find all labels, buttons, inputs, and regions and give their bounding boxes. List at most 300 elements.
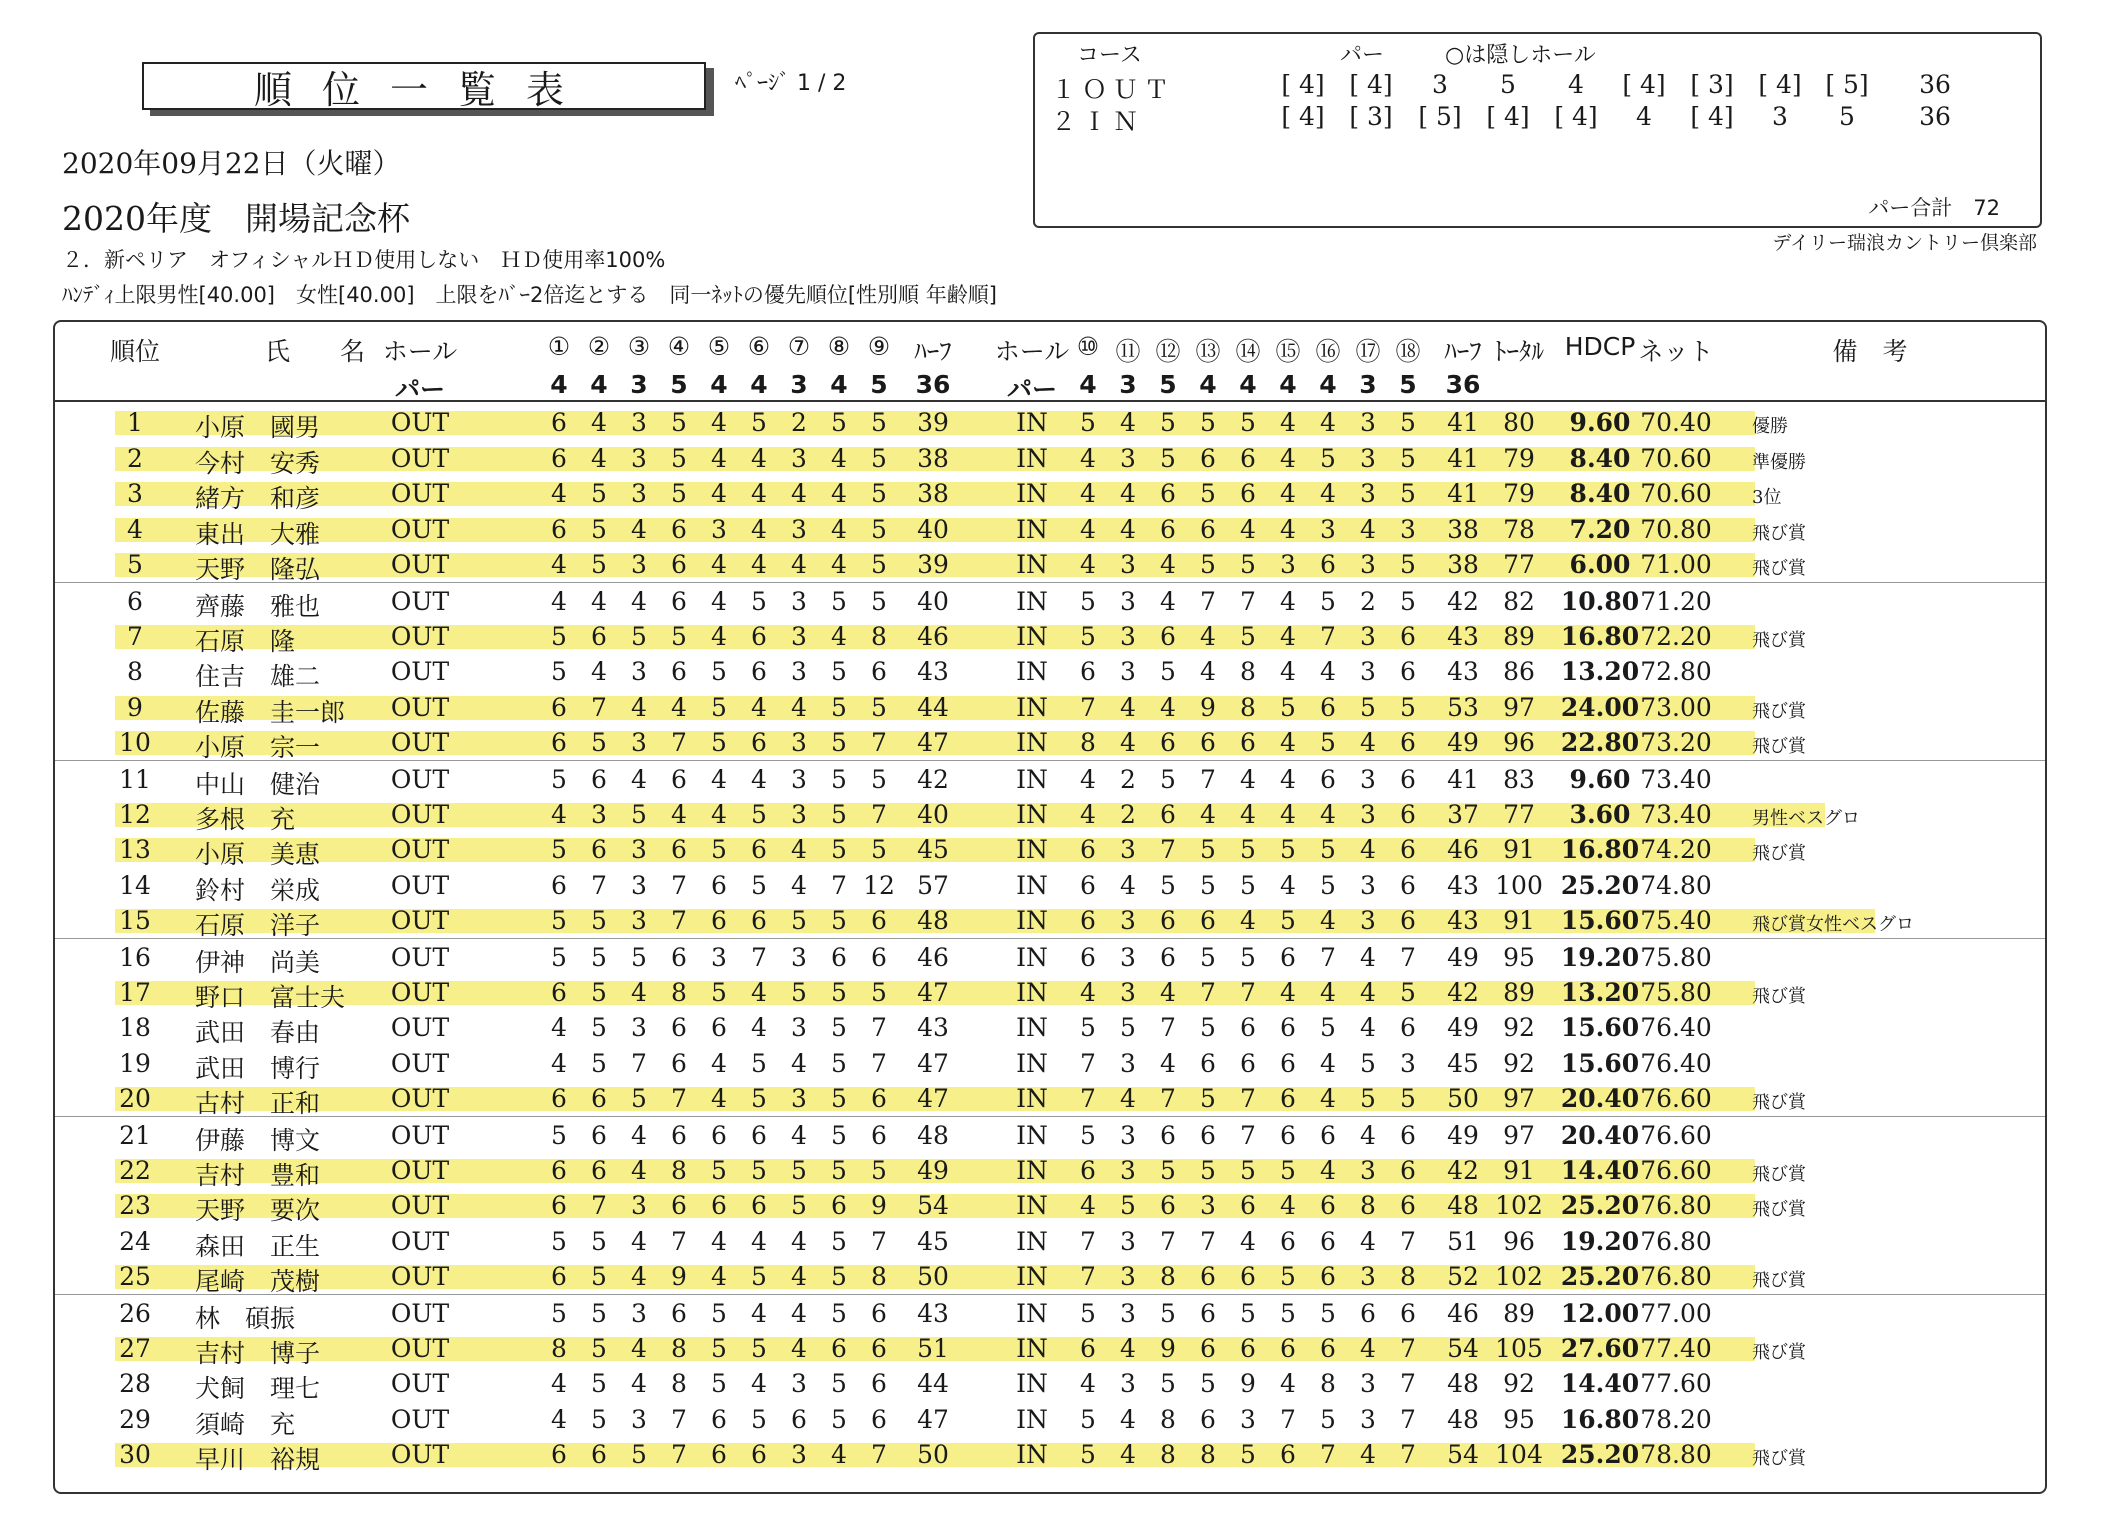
course-par-cell: [ 4] [1622, 70, 1666, 99]
out-total-cell: 39 [917, 550, 949, 580]
in-total-cell: 54 [1447, 1440, 1479, 1470]
in-score-cell: 5 [1320, 443, 1336, 473]
hdcp-cell: 15.60 [1560, 1048, 1640, 1078]
in-score-cell: 4 [1280, 1369, 1296, 1399]
course-out-cell: OUT [390, 587, 450, 616]
out-score-cell: 4 [631, 1333, 647, 1363]
in-score-cell: 4 [1320, 799, 1336, 829]
in-score-cell: 5 [1320, 1013, 1336, 1043]
out-score-cell: 3 [631, 657, 647, 687]
note-cell: 飛び賞 [1752, 985, 1806, 1007]
table-row [55, 404, 2045, 440]
course-out-cell: OUT [390, 870, 450, 900]
par-header: パー [1340, 43, 1385, 68]
out-score-cell: 8 [871, 1262, 887, 1292]
out-score-cell: 5 [871, 443, 887, 473]
in-score-cell: 9 [1240, 1369, 1256, 1399]
out-score-cell: 3 [791, 799, 807, 829]
in-total-cell: 43 [1447, 906, 1479, 936]
out-score-cell: 5 [871, 977, 887, 1007]
out-score-cell: 8 [671, 1369, 687, 1399]
total-cell: 82 [1503, 587, 1535, 616]
out-score-cell: 6 [671, 765, 687, 794]
in-score-cell: 3 [1120, 977, 1136, 1007]
out-score-cell: 6 [591, 835, 607, 865]
out-score-cell: 5 [831, 1226, 847, 1256]
hdcp-cell: 19.20 [1560, 943, 1640, 972]
net-cell: 76.80 [1640, 1191, 1712, 1221]
out-score-cell: 6 [791, 1404, 807, 1434]
player-name: 林 碩振 [195, 1304, 296, 1333]
in-score-cell: 6 [1400, 621, 1416, 651]
in-score-cell: 6 [1200, 1404, 1216, 1434]
in-score-cell: 7 [1160, 835, 1176, 865]
in-score-cell: 3 [1360, 1262, 1376, 1292]
net-cell: 76.80 [1640, 1226, 1712, 1256]
in-score-cell: 3 [1120, 1299, 1136, 1328]
out-total-cell: 47 [917, 1048, 949, 1078]
out-score-cell: 4 [751, 692, 767, 722]
table-row [55, 1116, 2045, 1153]
total-cell: 102 [1495, 1262, 1543, 1292]
par-label: パー [1006, 375, 1057, 404]
total-cell: 105 [1495, 1333, 1543, 1363]
in-score-cell: 5 [1200, 943, 1216, 972]
out-score-cell: 4 [831, 1440, 847, 1470]
in-score-cell: 5 [1320, 587, 1336, 616]
in-score-cell: 6 [1280, 1048, 1296, 1078]
in-score-cell: 8 [1080, 728, 1096, 758]
out-score-cell: 3 [791, 514, 807, 544]
out-score-cell: 12 [863, 870, 895, 900]
out-score-cell: 6 [831, 1333, 847, 1363]
in-score-cell: 3 [1120, 943, 1136, 972]
in-score-cell: 5 [1080, 408, 1096, 437]
total-header: ﾄｰﾀﾙ [1493, 337, 1544, 366]
in-score-cell: 3 [1360, 657, 1376, 687]
player-name: 鈴村 栄成 [195, 875, 321, 905]
in-score-cell: 4 [1280, 977, 1296, 1007]
out-score-cell: 4 [791, 1333, 807, 1363]
out-score-cell: 5 [751, 870, 767, 900]
out-score-cell: 5 [751, 587, 767, 616]
out-score-cell: 6 [871, 1121, 887, 1150]
in-score-cell: 5 [1320, 1299, 1336, 1328]
in-score-cell: 4 [1280, 657, 1296, 687]
out-score-cell: 7 [591, 692, 607, 722]
in-score-cell: 6 [1240, 1048, 1256, 1078]
hdcp-cell: 9.60 [1569, 408, 1631, 437]
course-par-cell: [ 4] [1690, 102, 1734, 131]
in-score-cell: 5 [1400, 1084, 1416, 1114]
condition-line-2: ﾊﾝﾃﾞｨ上限男性[40.00] 女性[40.00] 上限をﾊﾞｰ2倍迄とする 同一ﾈｯﾄの優先順位[性別順 年齢順] [62, 283, 997, 307]
course-out-cell: OUT [390, 1048, 450, 1078]
hdcp-cell: 22.80 [1560, 728, 1640, 758]
course-in-cell: IN [1016, 1333, 1048, 1363]
out-score-cell: 5 [871, 692, 887, 722]
out-total-cell: 46 [917, 621, 949, 651]
in-score-cell: 5 [1240, 835, 1256, 865]
player-name: 古村 正和 [195, 1089, 321, 1119]
out-score-cell: 6 [671, 1299, 687, 1328]
out-score-cell: 6 [551, 1440, 567, 1470]
course-par-cell: [ 4] [1486, 102, 1530, 131]
in-score-cell: 3 [1360, 1369, 1376, 1399]
out-score-cell: 5 [551, 943, 567, 972]
out-score-cell: 5 [831, 728, 847, 758]
rank-cell: 4 [127, 514, 143, 544]
out-score-cell: 4 [711, 799, 727, 829]
in-score-cell: 6 [1400, 906, 1416, 936]
in-score-cell: 4 [1360, 1440, 1376, 1470]
out-par-cell: 3 [630, 370, 648, 399]
out-score-cell: 6 [551, 443, 567, 473]
in-score-cell: 6 [1320, 1121, 1336, 1150]
out-score-cell: 5 [831, 835, 847, 865]
in-score-cell: 3 [1360, 621, 1376, 651]
in-score-cell: 4 [1120, 728, 1136, 758]
in-score-cell: 7 [1280, 1404, 1296, 1434]
net-cell: 72.20 [1640, 621, 1712, 651]
hdcp-cell: 13.20 [1560, 977, 1640, 1007]
in-score-cell: 6 [1160, 514, 1176, 544]
player-name: 武田 博行 [195, 1053, 321, 1083]
in-score-cell: 8 [1400, 1262, 1416, 1292]
player-name: 伊神 尚美 [195, 948, 321, 977]
out-score-cell: 3 [591, 799, 607, 829]
out-score-cell: 7 [591, 1191, 607, 1221]
table-row [55, 831, 2045, 870]
table-row [55, 796, 2045, 832]
in-total-cell: 48 [1447, 1191, 1479, 1221]
in-score-cell: 7 [1080, 692, 1096, 722]
out-score-cell: 5 [711, 1333, 727, 1363]
in-score-cell: 6 [1400, 1191, 1416, 1221]
in-score-cell: 3 [1120, 1048, 1136, 1078]
in-score-cell: 6 [1080, 906, 1096, 936]
course-par-cell: 3 [1432, 70, 1448, 99]
out-score-cell: 7 [871, 1013, 887, 1043]
out-score-cell: 4 [791, 1121, 807, 1150]
total-cell: 89 [1503, 621, 1535, 651]
hdcp-header: HDCP [1564, 332, 1636, 361]
in-total-cell: 41 [1447, 408, 1479, 437]
out-score-cell: 5 [711, 835, 727, 865]
total-cell: 92 [1503, 1048, 1535, 1078]
in-score-cell: 7 [1200, 977, 1216, 1007]
table-row [55, 1009, 2045, 1048]
out-score-cell: 6 [751, 1121, 767, 1150]
out-score-cell: 4 [791, 479, 807, 509]
hdcp-cell: 19.20 [1560, 1226, 1640, 1256]
player-name: 野口 富士夫 [195, 982, 346, 1012]
course-par-cell: [ 5] [1418, 102, 1462, 131]
out-total-cell: 38 [917, 443, 949, 473]
out-score-cell: 6 [551, 1155, 567, 1185]
out-score-cell: 6 [671, 657, 687, 687]
in-score-cell: 5 [1200, 550, 1216, 580]
in-score-cell: 8 [1200, 1440, 1216, 1470]
in-score-cell: 7 [1320, 621, 1336, 651]
course-out-cell: OUT [390, 621, 450, 651]
course-in-cell: IN [1016, 1121, 1048, 1150]
in-score-cell: 4 [1280, 870, 1296, 900]
in-score-cell: 6 [1080, 657, 1096, 687]
player-name: 須崎 充 [195, 1409, 296, 1439]
out-total-cell: 46 [917, 943, 949, 972]
out-score-cell: 3 [791, 657, 807, 687]
course-out-cell: OUT [390, 835, 450, 865]
total-cell: 102 [1495, 1191, 1543, 1221]
out-total-cell: 43 [917, 1013, 949, 1043]
out-score-cell: 5 [591, 943, 607, 972]
in-score-cell: 4 [1120, 1440, 1136, 1470]
event-date: 2020年09月22日（火曜） [62, 147, 401, 180]
in-score-cell: 4 [1080, 1191, 1096, 1221]
in-score-cell: 4 [1120, 479, 1136, 509]
in-score-cell: 7 [1160, 1084, 1176, 1114]
in-score-cell: 6 [1240, 443, 1256, 473]
out-score-cell: 5 [751, 1404, 767, 1434]
rank-cell: 19 [119, 1048, 151, 1078]
in-score-cell: 5 [1080, 1013, 1096, 1043]
out-score-cell: 6 [871, 906, 887, 936]
in-score-cell: 7 [1400, 943, 1416, 972]
net-cell: 75.80 [1640, 943, 1712, 972]
rank-cell: 21 [119, 1121, 151, 1150]
in-score-cell: 5 [1320, 835, 1336, 865]
out-score-cell: 5 [751, 1262, 767, 1292]
in-score-cell: 5 [1320, 870, 1336, 900]
out-score-cell: 4 [631, 1121, 647, 1150]
hdcp-cell: 16.80 [1560, 1404, 1640, 1434]
net-cell: 70.40 [1640, 408, 1712, 437]
in-score-cell: 5 [1320, 728, 1336, 758]
in-score-cell: 5 [1400, 587, 1416, 616]
in-score-cell: 5 [1280, 1262, 1296, 1292]
in-score-cell: 7 [1400, 1404, 1416, 1434]
out-score-cell: 3 [711, 514, 727, 544]
out-par-cell: 5 [670, 370, 688, 399]
out-score-cell: 5 [831, 765, 847, 794]
course-par-cell: 4 [1636, 102, 1652, 131]
in-score-cell: 3 [1120, 657, 1136, 687]
in-score-cell: 7 [1240, 1084, 1256, 1114]
net-cell: 72.80 [1640, 657, 1712, 687]
out-score-cell: 4 [751, 1226, 767, 1256]
in-score-cell: 6 [1200, 906, 1216, 936]
in-score-cell: 4 [1320, 479, 1336, 509]
out-score-cell: 3 [791, 943, 807, 972]
total-cell: 95 [1503, 943, 1535, 972]
in-score-cell: 5 [1280, 1155, 1296, 1185]
out-total-cell: 47 [917, 977, 949, 1007]
table-row [55, 1401, 2045, 1437]
rank-cell: 27 [119, 1333, 151, 1363]
in-score-cell: 6 [1240, 1333, 1256, 1363]
out-score-cell: 4 [711, 550, 727, 580]
hdcp-cell: 10.80 [1560, 587, 1640, 616]
course-in-cell: IN [1016, 1084, 1048, 1114]
out-score-cell: 7 [871, 728, 887, 758]
total-cell: 91 [1503, 835, 1535, 865]
in-score-cell: 6 [1280, 943, 1296, 972]
out-score-cell: 6 [871, 657, 887, 687]
out-hole-header: ⑦ [787, 332, 811, 361]
total-cell: 83 [1503, 765, 1535, 794]
player-name: 森田 正生 [195, 1231, 321, 1261]
net-cell: 74.20 [1640, 835, 1712, 865]
out-total-cell: 54 [917, 1191, 949, 1221]
in-score-cell: 5 [1240, 1440, 1256, 1470]
in-score-cell: 5 [1280, 692, 1296, 722]
player-name: 東出 大雅 [195, 519, 321, 549]
out-score-cell: 4 [551, 479, 567, 509]
note-cell: 飛び賞 [1752, 1163, 1806, 1185]
in-score-cell: 4 [1120, 514, 1136, 544]
note-cell: 飛び賞 [1752, 1270, 1806, 1292]
out-score-cell: 5 [831, 977, 847, 1007]
player-name: 武田 春由 [195, 1018, 321, 1048]
in-score-cell: 6 [1400, 870, 1416, 900]
in-score-cell: 5 [1320, 1404, 1336, 1434]
course-name: １ＯＵＴ [1051, 75, 1176, 104]
out-score-cell: 5 [871, 587, 887, 616]
out-score-cell: 5 [711, 1155, 727, 1185]
out-score-cell: 5 [751, 1333, 767, 1363]
in-score-cell: 4 [1320, 1155, 1336, 1185]
in-score-cell: 4 [1160, 977, 1176, 1007]
course-in-cell: IN [1016, 1048, 1048, 1078]
out-score-cell: 5 [831, 1369, 847, 1399]
out-score-cell: 6 [711, 870, 727, 900]
in-score-cell: 4 [1240, 765, 1256, 794]
in-score-cell: 6 [1200, 728, 1216, 758]
table-row [55, 511, 2045, 547]
in-score-cell: 4 [1160, 1048, 1176, 1078]
in-score-cell: 5 [1400, 479, 1416, 509]
total-cell: 92 [1503, 1369, 1535, 1399]
in-score-cell: 6 [1320, 765, 1336, 794]
in-score-cell: 4 [1120, 408, 1136, 437]
out-score-cell: 6 [751, 835, 767, 865]
in-score-cell: 5 [1160, 765, 1176, 794]
out-score-cell: 6 [711, 1404, 727, 1434]
out-score-cell: 3 [631, 1404, 647, 1434]
out-score-cell: 4 [751, 1299, 767, 1328]
hdcp-cell: 13.20 [1560, 657, 1640, 687]
out-score-cell: 5 [871, 550, 887, 580]
course-row [1035, 70, 2040, 102]
out-score-cell: 5 [591, 728, 607, 758]
out-score-cell: 7 [871, 1440, 887, 1470]
out-total-cell: 43 [917, 657, 949, 687]
table-row [55, 1436, 2045, 1475]
out-score-cell: 5 [671, 408, 687, 437]
player-name: 小原 宗一 [195, 733, 321, 763]
course-par-cell: [ 3] [1690, 70, 1734, 99]
in-score-cell: 4 [1320, 1084, 1336, 1114]
out-score-cell: 5 [591, 1299, 607, 1328]
hdcp-cell: 8.40 [1569, 479, 1631, 509]
out-score-cell: 7 [671, 728, 687, 758]
in-score-cell: 3 [1400, 1048, 1416, 1078]
in-score-cell: 5 [1160, 443, 1176, 473]
rank-cell: 8 [127, 657, 143, 687]
in-score-cell: 4 [1320, 657, 1336, 687]
hdcp-cell: 27.60 [1560, 1333, 1640, 1363]
out-score-cell: 5 [711, 728, 727, 758]
rank-cell: 25 [119, 1262, 151, 1292]
out-score-cell: 5 [831, 906, 847, 936]
in-score-cell: 6 [1280, 1440, 1296, 1470]
total-cell: 89 [1503, 977, 1535, 1007]
in-score-cell: 8 [1240, 692, 1256, 722]
out-score-cell: 4 [631, 977, 647, 1007]
in-score-cell: 3 [1360, 1155, 1376, 1185]
out-score-cell: 4 [751, 479, 767, 509]
in-score-cell: 4 [1360, 1333, 1376, 1363]
out-score-cell: 6 [711, 1013, 727, 1043]
course-out-cell: OUT [390, 1121, 450, 1150]
course-out-cell: OUT [390, 1013, 450, 1043]
out-score-cell: 5 [551, 1226, 567, 1256]
in-total-cell: 48 [1447, 1369, 1479, 1399]
in-score-cell: 3 [1120, 1121, 1136, 1150]
hdcp-cell: 15.60 [1560, 906, 1640, 936]
rank-cell: 12 [119, 799, 151, 829]
hole-header: ホール [994, 337, 1070, 366]
rank-cell: 5 [127, 550, 143, 580]
out-par-cell: 4 [550, 370, 568, 399]
out-score-cell: 5 [551, 835, 567, 865]
in-score-cell: 6 [1080, 943, 1096, 972]
in-score-cell: 7 [1320, 1440, 1336, 1470]
out-half-header: ﾊｰﾌ [914, 337, 952, 366]
in-score-cell: 5 [1160, 1299, 1176, 1328]
out-score-cell: 4 [831, 550, 847, 580]
in-par-cell: 4 [1239, 370, 1257, 399]
in-total-cell: 48 [1447, 1404, 1479, 1434]
out-score-cell: 4 [711, 1048, 727, 1078]
in-score-cell: 4 [1360, 1013, 1376, 1043]
out-score-cell: 4 [551, 550, 567, 580]
out-score-cell: 9 [671, 1262, 687, 1292]
net-cell: 71.20 [1640, 587, 1712, 616]
out-score-cell: 7 [671, 870, 687, 900]
rank-cell: 11 [119, 765, 151, 794]
out-score-cell: 5 [831, 692, 847, 722]
net-cell: 73.40 [1640, 765, 1712, 794]
out-score-cell: 4 [551, 799, 567, 829]
out-score-cell: 5 [591, 479, 607, 509]
player-name: 小原 美恵 [195, 840, 321, 870]
out-score-cell: 3 [791, 587, 807, 616]
course-in-cell: IN [1016, 943, 1048, 972]
hole-header: ホール [382, 337, 458, 366]
in-score-cell: 3 [1120, 443, 1136, 473]
in-score-cell: 3 [1120, 906, 1136, 936]
out-score-cell: 6 [871, 1404, 887, 1434]
in-score-cell: 4 [1080, 1369, 1096, 1399]
in-score-cell: 4 [1080, 443, 1096, 473]
out-score-cell: 6 [551, 1191, 567, 1221]
in-hole-header: ⑫ [1155, 337, 1181, 366]
in-score-cell: 6 [1400, 1121, 1416, 1150]
in-score-cell: 4 [1240, 514, 1256, 544]
out-score-cell: 3 [791, 1369, 807, 1399]
in-total-cell: 46 [1447, 835, 1479, 865]
